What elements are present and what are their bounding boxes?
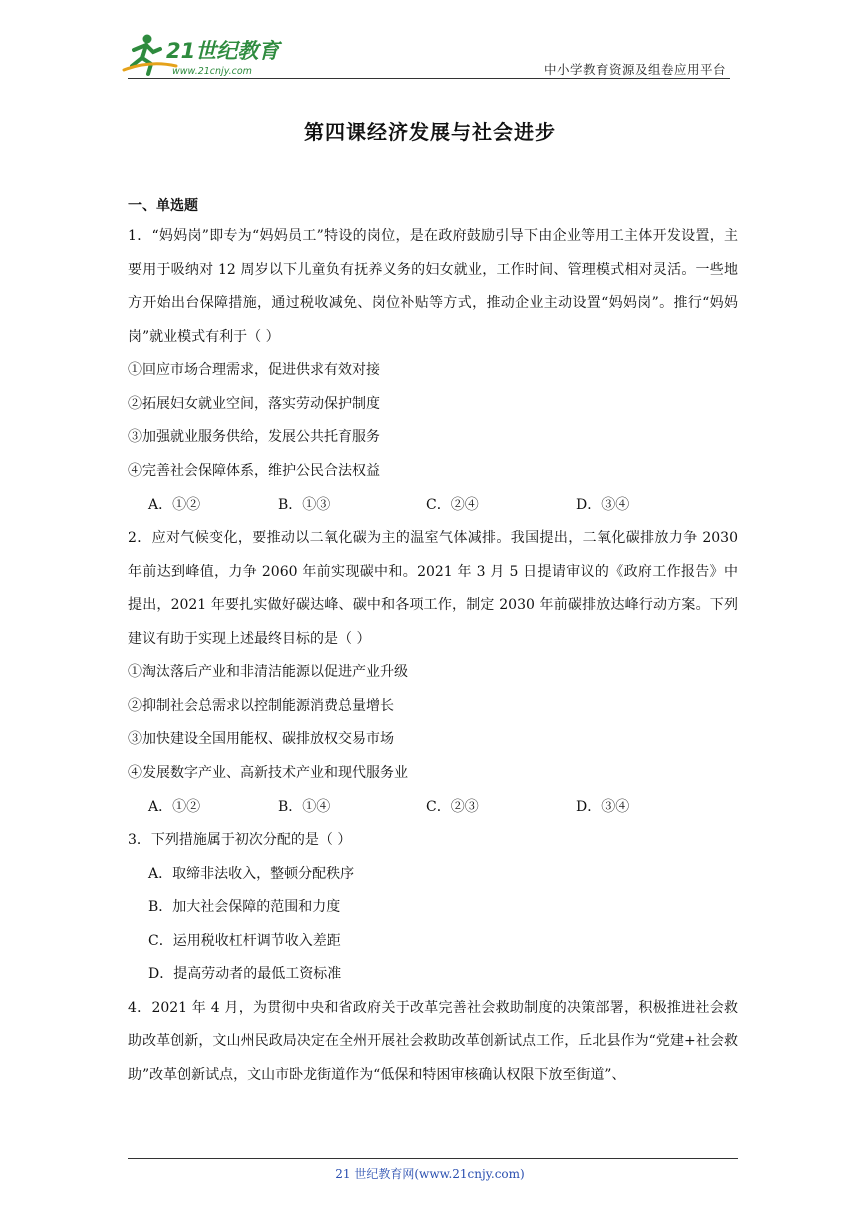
statement: ①回应市场合理需求，促进供求有效对接 [128,362,380,378]
statement: ③加强就业服务供给，发展公共托育服务 [128,429,380,445]
logo-text: 21世纪教育 [166,39,280,63]
option-a[interactable]: A．取缔非法收入，整顿分配秩序 [148,865,355,882]
platform-name: 中小学教育资源及组卷应用平台 [543,62,726,77]
section-heading: 一、单选题 [128,198,198,214]
option-b[interactable]: B．加大社会保障的范围和力度 [148,899,341,915]
option-a[interactable]: A．①② [148,799,201,815]
answer-options [128,488,738,522]
option-c[interactable]: C．②③ [426,799,479,815]
statement: ④发展数字产业、高新技术产业和现代服务业 [128,764,408,781]
footer-link[interactable]: 21 世纪教育网(www.21cnjy.com) [335,1167,525,1181]
option-b[interactable]: B．①③ [278,497,331,513]
question-stem: 1．“妈妈岗”即专为“妈妈员工”特设的岗位，是在政府鼓励引导下由企业等用工主体开发设置，主要用于吸纳对 12 周岁以下儿童负有抚养义务的妇女就业，工作时间、管理模式相对灵活。一些地方开始出台保障措施，通过税收减免、岗位补贴等方式，推动企业主动设置“妈妈岗”。推行“妈妈岗”就业模式有利于（ ） [128,228,738,345]
question-list [128,196,738,1092]
question-2 [128,522,738,824]
statement: ②抑制社会总需求以控制能源消费总量增长 [128,697,394,714]
statement: ③加快建设全国用能权、碳排放权交易市场 [128,731,394,747]
question-3 [128,824,738,992]
site-logo[interactable] [120,30,290,80]
page-title: 第四课经济发展与社会进步 [304,120,556,144]
logo-url: www.21cnjy.com [172,66,252,77]
statement: ①淘汰落后产业和非清洁能源以促进产业升级 [128,664,408,680]
option-b[interactable]: B．①④ [278,799,331,815]
answer-options [128,790,738,824]
header-divider [128,78,730,79]
option-d[interactable]: D．③④ [576,799,630,815]
option-d[interactable]: D．提高劳动者的最低工资标准 [148,966,342,982]
statement: ④完善社会保障体系，维护公民合法权益 [128,462,380,479]
statement: ②拓展妇女就业空间，落实劳动保护制度 [128,395,380,412]
option-a[interactable]: A．①② [148,497,201,513]
option-d[interactable]: D．③④ [576,497,630,513]
question-stem: 2．应对气候变化，要推动以二氧化碳为主的温室气体减排。我国提出，二氧化碳排放力争 2030 年前达到峰值，力争 2060 年前实现碳中和。2021 年 3 月 5 日提请审议的《政府工作报告》中提出，2021 年要扎实做好碳达峰、碳中和各项工作，制定 2030 年前碳排放达峰行动方案。下列建议有助于实现上述最终目标的是（ ） [128,530,738,647]
page-header [0,0,860,90]
footer-divider [128,1158,738,1159]
question-stem: 4．2021 年 4 月，为贯彻中央和省政府关于改革完善社会救助制度的决策部署，积极推进社会救助改革创新，文山州民政局决定在全州开展社会救助改革创新试点工作，丘北县作为“党建+社会救助”改革创新试点，文山市卧龙街道作为“低保和特困审核确认权限下放至街道”、 [128,999,738,1083]
question-1 [128,220,738,522]
option-c[interactable]: C．运用税收杠杆调节收入差距 [148,932,341,949]
question-stem: 3．下列措施属于初次分配的是（ ） [128,832,352,848]
option-c[interactable]: C．②④ [426,497,479,513]
logo-graphic [120,30,290,80]
question-4 [128,992,738,1093]
